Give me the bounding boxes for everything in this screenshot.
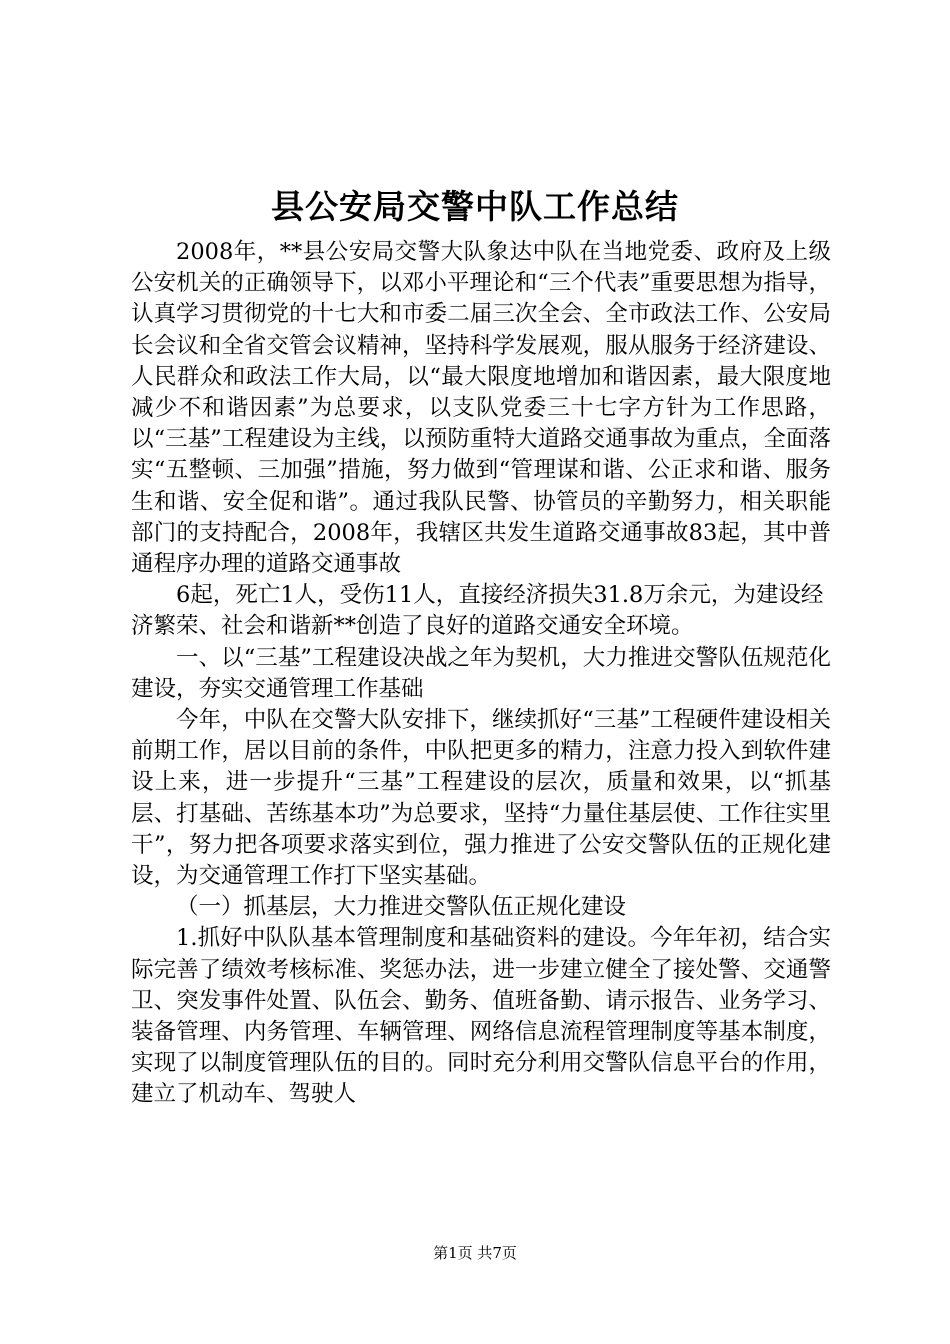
page-title: 县公安局交警中队工作总结 bbox=[271, 187, 679, 226]
page-footer: 第1页 共7页 bbox=[433, 1244, 517, 1262]
subsection-heading: （一）抓基层，大力推进交警队伍正规化建设 bbox=[176, 894, 627, 921]
paragraph-statistics: 6起，死亡1人，受伤11人，直接经济损失31.8万余元，为建设经济繁荣、社会和谐新**创造了良好的道路交通安全环境。 bbox=[131, 582, 824, 640]
paragraph-section-one: 今年，中队在交警大队安排下，继续抓好“三基”工程硬件建设相关前期工作，居以目前的条件，中队把更多的精力，注意力投入到软件建设上来，进一步提升“三基”工程建设的层次，质量和效果，以“抓基层、打基础、苦练基本功”为总要求，坚持“力量住基层使、工作往实里干”，努力把各项要求落实到位，强力推进了公安交警队伍的正规化建设，为交通管理工作打下坚实基础。 bbox=[131, 707, 831, 890]
section-heading-one: 一、以“三基”工程建设决战之年为契机，大力推进交警队伍规范化建设，夯实交通管理工作基础 bbox=[131, 644, 831, 702]
paragraph-item-one: 1.抓好中队队基本管理制度和基础资料的建设。今年年初，结合实际完善了绩效考核标准、奖惩办法，进一步建立健全了接处警、交通警卫、突发事件处置、队伍会、勤务、值班备勤、请示报告、业务学习、装备管理、内务管理、车辆管理、网络信息流程管理制度等基本制度，实现了以制度管理队伍的目的。同时充分利用交警队信息平台的作用，建立了机动车、驾驶人 bbox=[131, 925, 831, 1108]
document-body bbox=[131, 237, 831, 1111]
paragraph-intro: 2008年，**县公安局交警大队象达中队在当地党委、政府及上级公安机关的正确领导下，以邓小平理论和“三个代表”重要思想为指导，认真学习贯彻党的十七大和市委二届三次全会、全市政法工作、公安局长会议和全省交管会议精神，坚持科学发展观，服从服务于经济建设、人民群众和政法工作大局，以“最大限度地增加和谐因素，最大限度地减少不和谐因素”为总要求，以支队党委三十七字方针为工作思路，以“三基”工程建设为主线，以预防重特大道路交通事故为重点，全面落实“五整顿、三加强”措施，努力做到“管理谋和谐、公正求和谐、服务生和谐、安全促和谐”。通过我队民警、协管员的辛勤努力，相关职能部门的支持配合，2008年，我辖区共发生道路交通事故83起，其中普通程序办理的道路交通事故 bbox=[131, 239, 831, 578]
